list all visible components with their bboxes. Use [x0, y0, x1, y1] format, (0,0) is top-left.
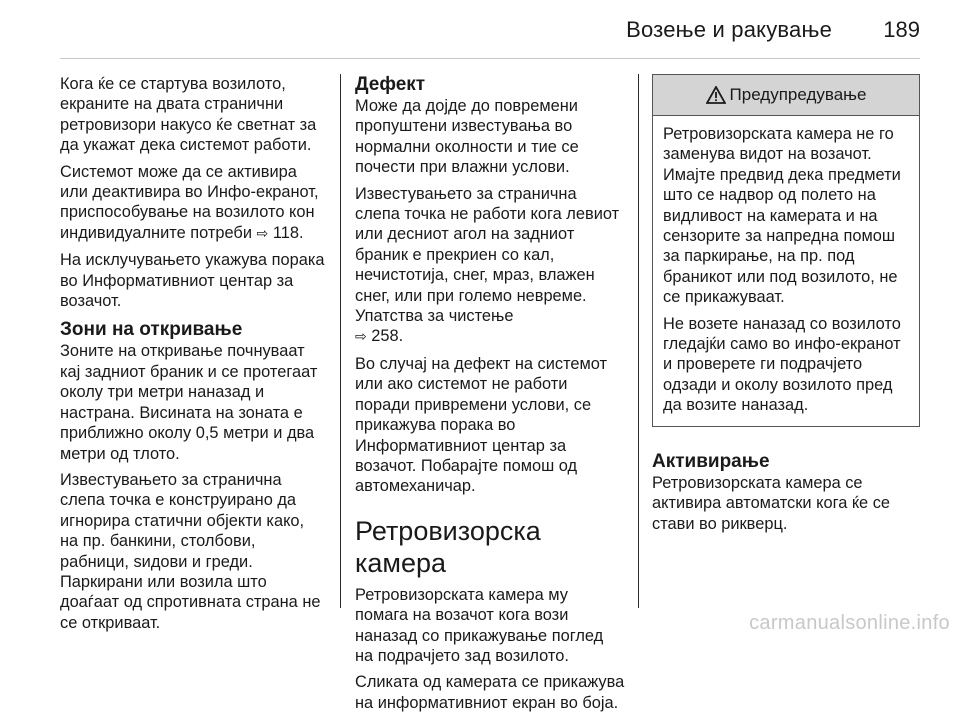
- column-1: [60, 74, 325, 639]
- heading-defect: Дефект: [355, 74, 426, 95]
- paragraph: Кога ќе се стартува возилото, екраните на двата странични ретровизори накусо ќе светнат за да укажат дека системот работи.: [60, 75, 317, 155]
- reference-arrow-icon: ⇨: [355, 329, 367, 346]
- warning-triangle-icon: [706, 86, 726, 104]
- heading-detection-zones: Зони на откривање: [60, 319, 243, 341]
- paragraph: Може да дојде до повремени пропуштени известувања во нормални околности и тие се почести при влажни услови.: [355, 97, 579, 177]
- header-divider: [60, 58, 920, 59]
- section-title: Возење и ракување: [626, 17, 832, 42]
- column-divider: [638, 74, 639, 608]
- paragraph: Ретровизорската камера се активира автоматски кога ќе се стави во рикверц.: [652, 473, 891, 533]
- warning-paragraph: Не возете наназад со возилото гледајќи само во инфо-екранот и проверете ги подрачјето одзади и околу возилото пред да возите наназад.: [663, 314, 901, 415]
- page-reference-link[interactable]: 258.: [371, 327, 404, 346]
- paragraph-text: Известувањето за странична слепа точка не работи кога левиот или десниот агол на задниот браник е прекриен со кал, нечистотија, снег, мраз, влажен снег, или при големо невреме. Упатства за чистење: [355, 184, 620, 326]
- reference-arrow-icon: ⇨: [256, 225, 269, 242]
- warning-title: Предупредување: [729, 84, 867, 104]
- watermark: carmanualsonline.info: [749, 612, 950, 634]
- paragraph: Сликата од камерата се прикажува на информативниот екран во боја.: [355, 673, 625, 712]
- column-3: [652, 74, 920, 540]
- paragraph: На исклучувањето укажува порака во Информативниот центар за возачот.: [60, 251, 325, 311]
- column-2: [355, 74, 625, 719]
- warning-body: [653, 116, 919, 426]
- paragraph-text: Системот може да се активира или деактивира во Инфо-екранот, приспособување на возилото кон индивидуалните потреби: [60, 162, 319, 242]
- warning-box: [652, 74, 920, 427]
- page-number: 189: [883, 17, 920, 42]
- warning-header: [653, 75, 919, 116]
- paragraph: Известувањето за странична слепа точка е конструирано да игнорира статични објекти како, на пр. банкини, столбови, рабници, ѕидови и греди. Паркирани или возила што доаѓаат од спротивната страна не се откриваат.: [60, 470, 321, 632]
- page-header: [0, 0, 960, 58]
- paragraph: Зоните на откривање почнуваат кај задниот браник и се протегаат околу три метри наназад и настрана. Висината на зоната е приближно околу 0,5 метри и два метри од тлото.: [60, 342, 318, 463]
- paragraph: [355, 184, 625, 348]
- paragraph: Во случај на дефект на системот или ако системот не работи поради привремени услови, се прикажува порака во Информативниот центар за возачот. Побарајте помош од автомеханичар.: [355, 354, 608, 496]
- heading-activation: Активирање: [652, 450, 770, 472]
- heading-rear-view-camera: Ретровизорска камера: [355, 515, 541, 578]
- paragraph: Ретровизорската камера му помага на возачот кога вози наназад со прикажување поглед на подрачјето зад возилото.: [355, 585, 604, 665]
- paragraph: [60, 162, 325, 245]
- page-reference-link[interactable]: 118.: [272, 223, 304, 242]
- warning-paragraph: Ретровизорската камера не го заменува видот на возачот. Имајте предвид дека предмети што се надвор од полето на видливост на камерата и на сензорите за напредна помош за паркирање, на пр. под браникот или под возилото, не се прикажуваат.: [663, 125, 901, 307]
- column-divider: [340, 74, 341, 608]
